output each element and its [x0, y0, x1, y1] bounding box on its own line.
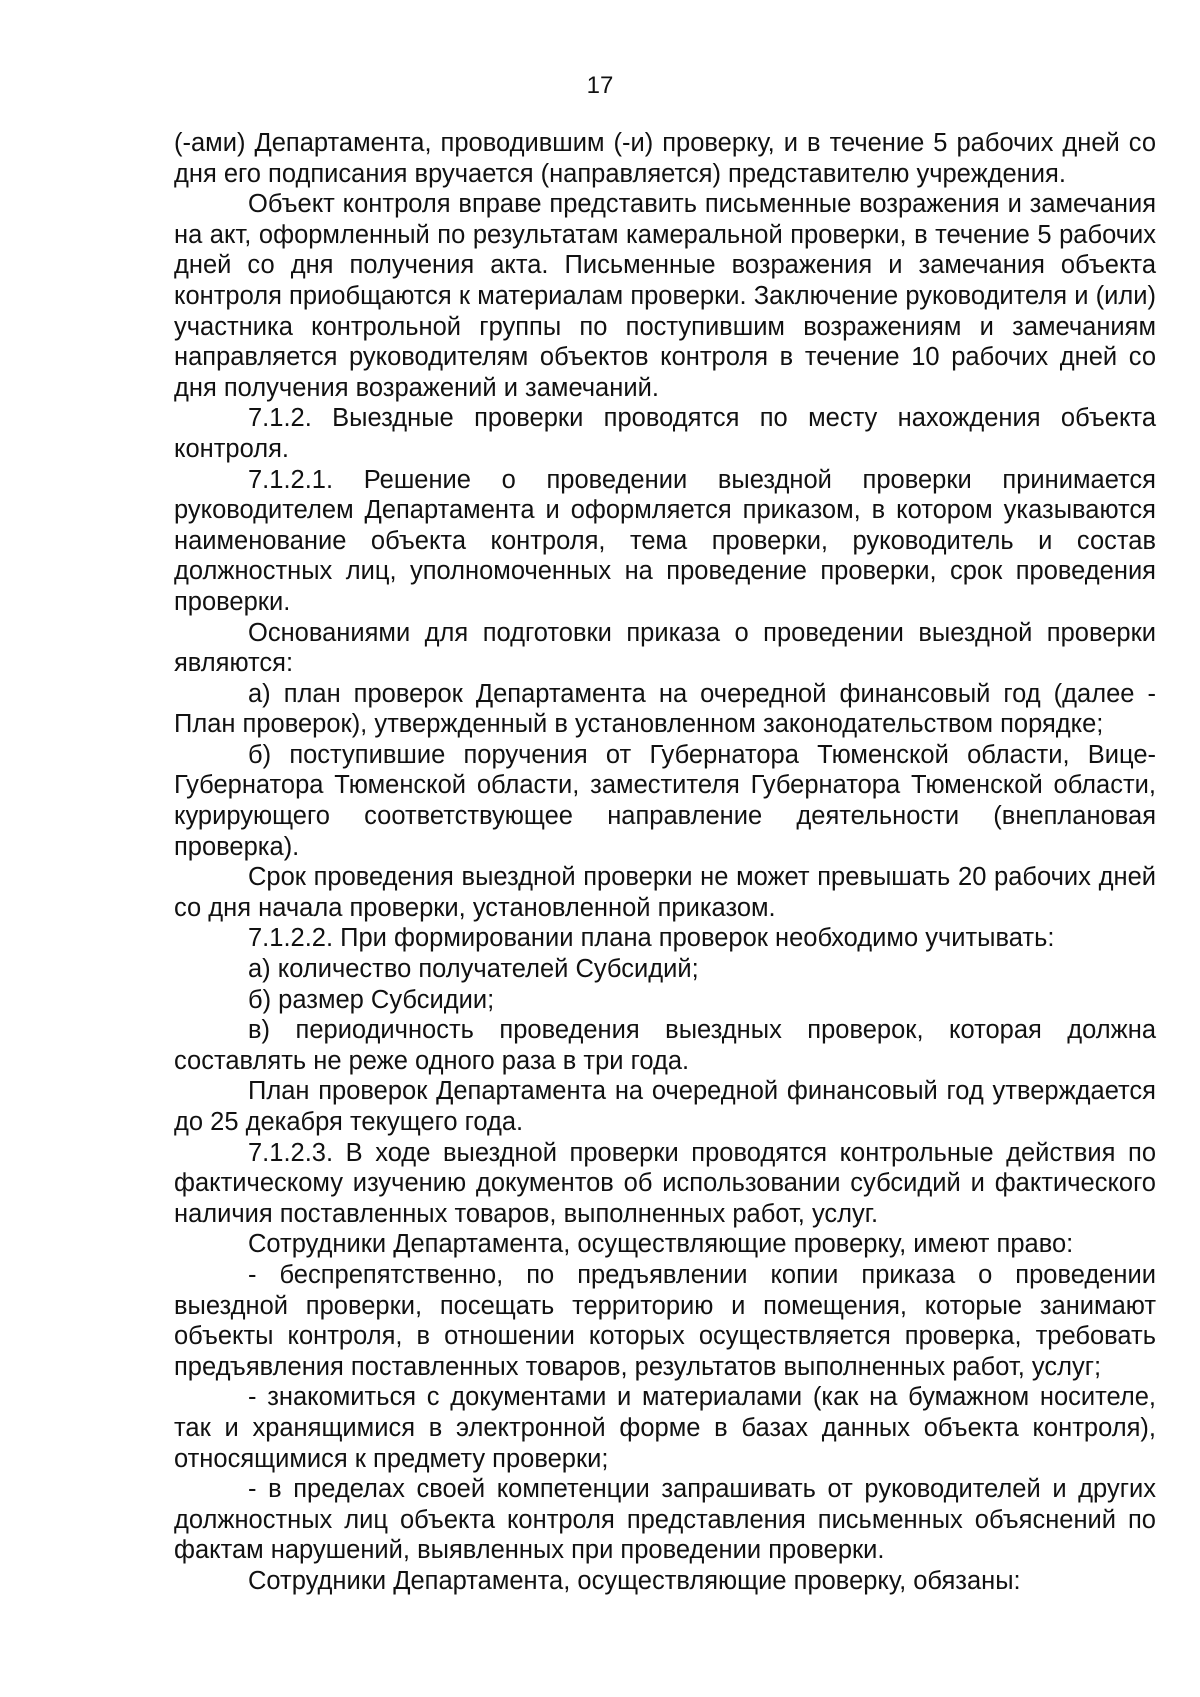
paragraph-7-1-2-1: 7.1.2.1. Решение о проведении выездной проверки принимается руководителем Департамента и оформляется приказом, в котором указываются наименование объекта контроля, тема проверки, руководитель и состав должностных лиц, уполномоченных на проведение проверки, срок проведения проверки.: [174, 465, 1156, 616]
list-item-right-documents: - знакомиться с документами и материалами (как на бумажном носителе, так и хранящимися в электронной форме в базах данных объекта контроля), относящимися к предмету проверки;: [174, 1383, 1156, 1473]
paragraph-term: Срок проведения выездной проверки не может превышать 20 рабочих дней со дня начала проверки, установленной приказом.: [174, 863, 1156, 922]
list-item-a-recipients: а) количество получателей Субсидий;: [248, 955, 699, 984]
page-number: 17: [586, 72, 614, 99]
list-item-c-periodicity: в) периодичность проведения выездных проверок, которая должна составлять не реже одного раза в три года.: [174, 1016, 1156, 1075]
list-item-b-orders: б) поступившие поручения от Губернатора Тюменской области, Вице-Губернатора Тюменской области, заместителя Губернатора Тюменской области, курирующего соответствующее направление деятельности (внеплановая проверка).: [174, 740, 1156, 861]
paragraph-continuation: (-ами) Департамента, проводившим (-и) проверку, и в течение 5 рабочих дней со дня его подписания вручается (направляется) представителю учреждения.: [174, 129, 1156, 188]
paragraph-grounds: Основаниями для подготовки приказа о проведении выездной проверки являются:: [174, 618, 1156, 678]
paragraph-plan-approval: План проверок Департамента на очередной финансовый год утверждается до 25 декабря текущего года.: [174, 1077, 1156, 1136]
paragraph-obligations-intro: Сотрудники Департамента, осуществляющие проверку, обязаны:: [248, 1566, 1021, 1595]
paragraph-7-1-2-2: 7.1.2.2. При формировании плана проверок необходимо учитывать:: [248, 924, 1055, 953]
list-item-right-explanations: - в пределах своей компетенции запрашивать от руководителей и других должностных лиц объекта контроля представления письменных объяснений по фактам нарушений, выявленных при проведении проверки.: [174, 1475, 1156, 1565]
list-item-b-subsidy-size: б) размер Субсидии;: [248, 985, 495, 1014]
document-body: [174, 128, 1156, 1597]
list-item-right-visit: - беспрепятственно, по предъявлении копии приказа о проведении выездной проверки, посещать территорию и помещения, которые занимают объекты контроля, в отношении которых осуществляется проверка, требовать предъявления поставленных товаров, результатов выполненных работ, услуг;: [174, 1260, 1156, 1381]
paragraph-7-1-2-3: 7.1.2.3. В ходе выездной проверки проводятся контрольные действия по фактическому изучению документов об использовании субсидий и фактического наличия поставленных товаров, выполненных работ, услуг.: [174, 1138, 1156, 1228]
paragraph-7-1-2: 7.1.2. Выездные проверки проводятся по месту нахождения объекта контроля.: [174, 404, 1156, 463]
list-item-a-plan: а) план проверок Департамента на очередной финансовый год (далее - План проверок), утвержденный в установленном законодательством порядке;: [174, 679, 1156, 739]
paragraph-objections: Объект контроля вправе представить письменные возражения и замечания на акт, оформленный по результатам камеральной проверки, в течение 5 рабочих дней со дня получения акта. Письменные возражения и замечания объекта контроля приобщаются к материалам проверки. Заключение руководителя и (или) участника контрольной группы по поступившим возражениям и замечаниям направляется руководителям объектов контроля в течение 10 рабочих дней со дня получения возражений и замечаний.: [174, 190, 1156, 402]
paragraph-rights-intro: Сотрудники Департамента, осуществляющие проверку, имеют право:: [248, 1230, 1074, 1259]
